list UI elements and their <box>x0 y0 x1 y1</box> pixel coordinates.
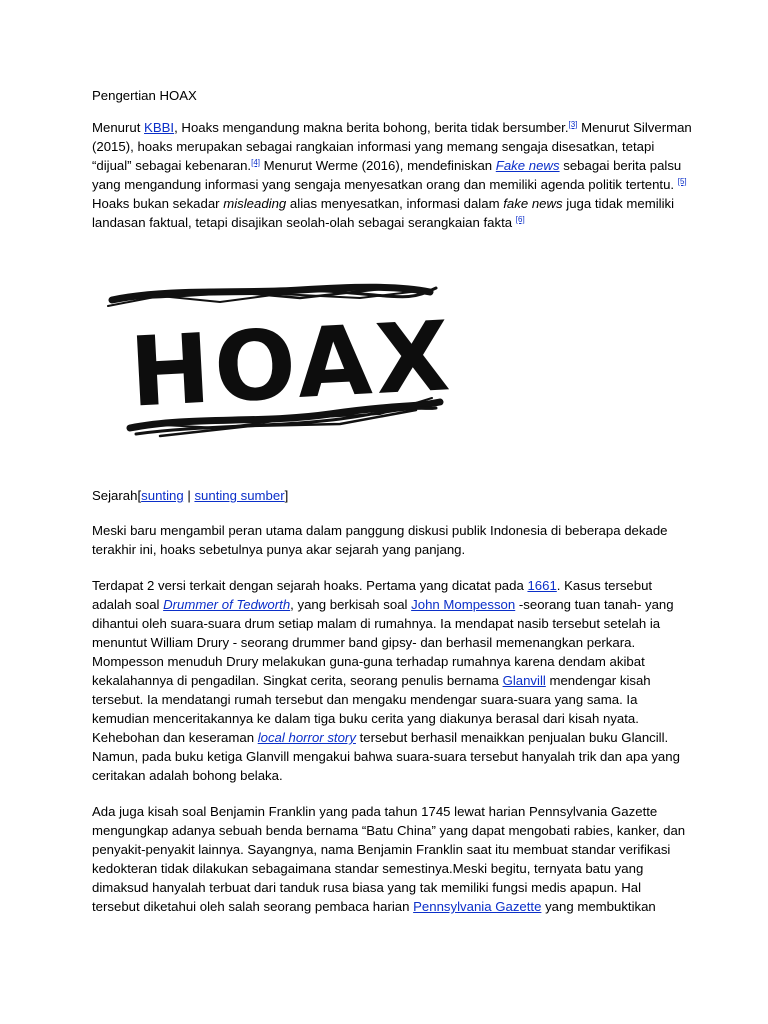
p2-text-5: mendengar kisah tersebut. Ia mendatangi rumah tersebut dan mengaku mendengar suara-suara yang sama. Ia kemudian menceritakannya ke dalam tiga buku cerita yang diakunya berasal dari kisah nyata. Kehebohan dan keseraman <box>92 673 651 745</box>
history-paragraph-1: Meski baru mengambil peran utama dalam panggung diskusi publik Indonesia di beberapa dekade terakhir ini, hoaks sebetulnya punya akar sejarah yang panjang. <box>92 523 668 557</box>
link-drummer-of-tedworth[interactable]: Drummer of Tedworth <box>163 597 291 612</box>
footnote-4-link[interactable]: [4] <box>251 158 260 167</box>
history-heading <box>92 486 692 505</box>
intro-text-7: alias menyesatkan, informasi dalam <box>286 196 504 211</box>
hoax-chalk-drawing <box>100 278 460 458</box>
hoax-chalk-image <box>100 278 460 458</box>
p3-text-1: Ada juga kisah soal Benjamin Franklin yang pada tahun 1745 lewat harian Pennsylvania Gazette mengungkap adanya sebuah benda bernama “Batu China” yang dapat mengobati rabies, kanker, dan penyakit-penyakit lainnya. Sayangnya, nama Benjamin Franklin saat itu membuat standar verifikasi kedokteran tidak dilakukan sebagaimana standar semestinya.Meski begitu, ternyata batu yang dimaksud hanyalah terbuat dari tanduk rusa biasa yang tak memiliki fungsi medis apapun. Hal tersebut diketahui oleh salah seorang pembaca harian <box>92 804 686 914</box>
link-kbbi[interactable]: KBBI <box>144 120 175 135</box>
fake-news-term: fake news <box>503 196 563 211</box>
link-local-horror-story[interactable]: local horror story <box>257 730 356 745</box>
footnote-5-link[interactable]: [5] <box>677 177 687 186</box>
link-1661[interactable]: 1661 <box>527 578 557 593</box>
link-glanvill[interactable]: Glanvill <box>502 673 546 688</box>
hoax-word: HOAX <box>127 299 457 429</box>
p2-text-4: -seorang tuan tanah- yang dihantui oleh suara-suara drum setiap malam di rumahnya. Ia mendapat nasib tersebut setelah ia menuntut William Drury - seorang drummer band gipsy- dan berhasil memenangkan perkara. Mompesson menuduh Drury melakukan guna-guna terhadap rumahnya karena dendam akibat kekalahannya di pengadilan. Singkat cerita, seorang penulis bernama <box>92 597 674 688</box>
footnote-6-link[interactable]: [6] <box>515 215 525 224</box>
link-fake-news[interactable]: Fake news <box>495 158 560 173</box>
page-title: Pengertian HOAX <box>92 88 197 103</box>
p2-text-6: tersebut berhasil menaikkan penjualan buku Glancill. Namun, pada buku ketiga Glanvill mengakui bahwa suara-suara tersebut hanyalah trik dan apa yang ceritakan adalah bohong belaka. <box>92 730 680 783</box>
intro-text-8: juga tidak memiliki landasan faktual, tetapi disajikan seolah-olah sebagai serangkaian fakta <box>92 196 675 230</box>
intro-text-1: Menurut <box>92 120 145 135</box>
p2-text-3: , yang berkisah soal <box>290 597 412 612</box>
intro-text-3: Menurut Silverman (2015), hoaks merupakan sebagai rangkaian informasi yang memang sengaja disesatkan, tetapi “dijual” sebagai kebenaran. <box>92 120 692 173</box>
edit-source-link[interactable]: sunting sumber <box>194 488 285 503</box>
p3-text-2: yang membuktikan <box>541 899 656 914</box>
link-john-mompesson[interactable]: John Mompesson <box>411 597 516 612</box>
intro-text-5: sebagai berita palsu yang mengandung informasi yang sengaja menyesatkan orang dan memiliki agenda politik tertentu. <box>92 158 682 192</box>
footnote-3-link[interactable]: [3] <box>568 120 578 129</box>
intro-text-2: , Hoaks mengandung makna berita bohong, berita tidak bersumber. <box>174 120 569 135</box>
intro-text-4: Menurut Werme (2016), mendefiniskan <box>260 158 496 173</box>
misleading-term: misleading <box>223 196 287 211</box>
close-bracket: ] <box>284 488 289 503</box>
p2-text-1: Terdapat 2 versi terkait dengan sejarah hoaks. Pertama yang dicatat pada <box>92 578 528 593</box>
edit-separator: | <box>183 488 195 503</box>
link-pennsylvania-gazette[interactable]: Pennsylvania Gazette <box>413 899 542 914</box>
open-bracket: [ <box>137 488 142 503</box>
intro-paragraph <box>92 118 692 232</box>
edit-link[interactable]: sunting <box>141 488 184 503</box>
intro-text-6: Hoaks bukan sekadar <box>92 196 224 211</box>
history-paragraph-2 <box>92 576 692 785</box>
document-page <box>92 86 692 933</box>
history-paragraph-3 <box>92 802 692 916</box>
p2-text-2: . Kasus tersebut adalah soal <box>92 578 653 612</box>
history-title: Sejarah <box>92 488 138 503</box>
